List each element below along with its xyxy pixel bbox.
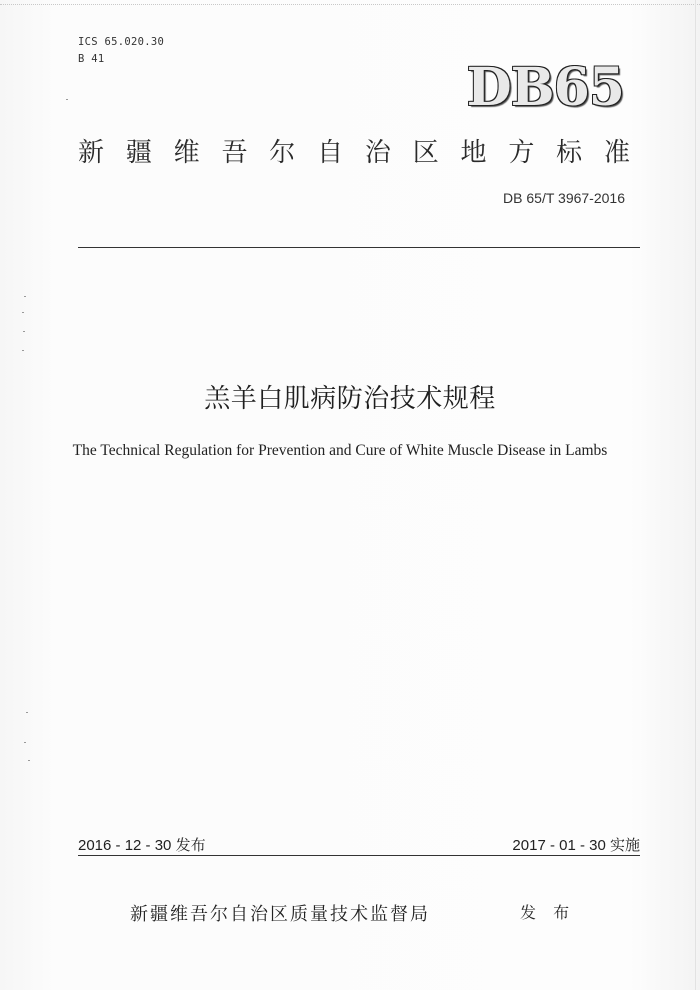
title-char: 维 [173, 138, 200, 168]
title-char: 标 [556, 138, 583, 168]
scan-speck [28, 760, 30, 761]
scan-speck [22, 312, 24, 313]
issue-date: 2016 - 12 - 30 发布 [78, 837, 206, 854]
standard-number: DB 65/T 3967-2016 [503, 190, 625, 206]
ics-code: ICS 65.020.30 [78, 36, 165, 48]
scan-speck [24, 742, 26, 743]
header-divider [78, 247, 640, 248]
db65-logo: DB65 [466, 57, 624, 118]
title-char: 准 [603, 138, 630, 168]
title-char: 治 [364, 138, 391, 168]
scan-speck [66, 99, 68, 100]
title-char: 区 [412, 138, 439, 168]
title-char: 新 [78, 138, 105, 168]
classification-codes [78, 34, 164, 68]
title-char: 方 [508, 138, 535, 168]
document-title-english: The Technical Regulation for Prevention and Cure of White Muscle Disease in Lambs [72, 442, 608, 459]
scan-speck [22, 350, 24, 351]
scan-right-edge [695, 0, 696, 990]
issue-label: 发 布 [520, 903, 576, 922]
standard-category-title [78, 132, 630, 169]
footer-divider [78, 855, 640, 856]
document-title-chinese: 羔羊白肌病防治技术规程 [204, 384, 496, 414]
scan-speck [24, 296, 26, 297]
title-char: 地 [460, 138, 487, 168]
scan-speck [26, 712, 28, 713]
title-char: 疆 [125, 138, 152, 168]
title-char: 尔 [269, 138, 296, 168]
scan-speck [23, 331, 25, 332]
title-char: 吾 [221, 138, 248, 168]
issuing-authority: 新疆维吾尔自治区质量技术监督局 [130, 904, 430, 925]
ccs-code: B 41 [78, 53, 105, 65]
title-char: 自 [317, 138, 344, 168]
effective-date: 2017 - 01 - 30 实施 [512, 837, 640, 854]
scan-top-edge [0, 0, 700, 5]
